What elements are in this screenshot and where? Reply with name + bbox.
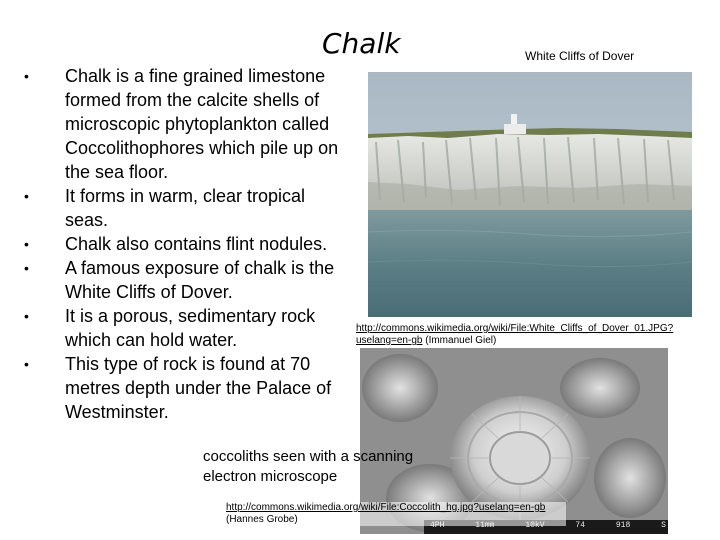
bullet-text: It forms in warm, clear tropical seas.	[65, 186, 306, 230]
white-cliffs-image	[368, 72, 692, 317]
white-cliffs-photo	[368, 72, 692, 317]
bullet-icon: •	[24, 188, 29, 204]
bullet-item	[24, 304, 344, 352]
bullet-text: Chalk is a fine grained limestone formed from the calcite shells of microscopic phytoplankton called Coccolithophores which pile up on the sea floor.	[65, 66, 339, 182]
sem-photo-author: (Hannes Grobe)	[226, 514, 298, 525]
bullet-item	[24, 352, 344, 424]
bullet-icon: •	[24, 236, 29, 252]
bullet-text: Chalk also contains flint nodules.	[65, 234, 328, 254]
sem-scalebar-text: S	[661, 521, 666, 530]
bullet-list	[24, 64, 344, 424]
cliffs-photo-caption: White Cliffs of Dover	[525, 49, 635, 63]
bullet-item	[24, 64, 344, 184]
bullet-icon: •	[24, 68, 29, 84]
sem-scalebar-text: 918	[615, 521, 631, 530]
bullet-icon: •	[24, 260, 29, 276]
bullet-text: This type of rock is found at 70 metres depth under the Palace of Westminster.	[65, 354, 332, 422]
sem-photo-caption: coccoliths seen with a scanning electron microscope	[203, 448, 414, 485]
sem-photo-credit	[226, 502, 566, 526]
cliffs-photo-link[interactable]: http://commons.wikimedia.org/wiki/File:White_Cliffs_of_Dover_01.JPG?uselang=en-gb	[356, 323, 674, 346]
sem-photo-link[interactable]: http://commons.wikimedia.org/wiki/File:Coccolith_hg.jpg?uselang=en-gb	[226, 502, 546, 513]
bullet-item	[24, 256, 344, 304]
bullet-item	[24, 184, 344, 232]
bullet-text: A famous exposure of chalk is the White Cliffs of Dover.	[65, 258, 335, 302]
bullet-icon: •	[24, 308, 29, 324]
bullet-item	[24, 232, 344, 256]
bullet-text: It is a porous, sedimentary rock which can hold water.	[65, 306, 316, 350]
bullet-icon: •	[24, 356, 29, 372]
sem-scalebar-text: 74	[575, 521, 585, 530]
slide-title: Chalk	[322, 27, 401, 60]
cliffs-photo-author: (Immanuel Giel)	[425, 335, 497, 346]
cliffs-photo-credit	[356, 323, 716, 347]
